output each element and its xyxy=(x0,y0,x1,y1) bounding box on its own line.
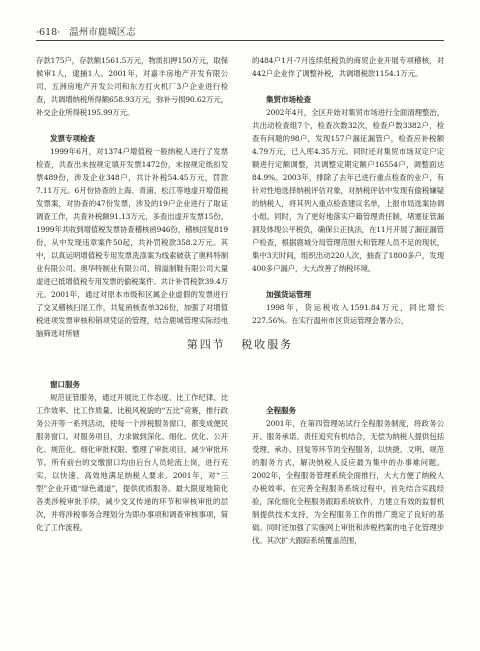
paragraph: 存款175户，存款额1561.5万元，物质扣押150万元，取保候审1人，逮捕1人。2001年，对嘉丰房地产开发有限公司、五洲房地产开发公司和东方打火机厂3户企业进行检查，共调增纳税所得额658.93万元，弥补亏损90.62万元，补交企业所得税195.99万元。 xyxy=(36,56,228,117)
upper-left-column xyxy=(36,54,228,340)
page-header xyxy=(36,24,444,38)
paragraph: 1998年，货运税收入1591.84万元，同比增长227.56%。在实行温州市区货运管理会署办公， xyxy=(252,303,444,325)
book-title: 温州市鹿城区志 xyxy=(69,27,136,38)
paragraph: 2001年，在第四管理站试行全程服务制度，将政务公开、服务承诺、责任追究有机结合，无偿为纳税人提供包括受理、承办、回复等环节的全程服务，以快捷、文明、规范的服务方式，解决纳税人反应最为集中的办事难问题。2002年，全程服务管理系统全面推行，大大方便了纳税人办税效率。在完善全程服务系统过程中，首先结合实践经验，深化细化全程服务跟踪系统软件，力建立有效的监督机制提供技术支持，为全程服务工作的推广奠定了良好的基础。同时还加强了实施网上审批和涉税档案的电子化管理步伐。其次扩大跟踪系统覆盖范围， xyxy=(252,419,444,545)
section-number: 第四节 xyxy=(186,338,226,351)
upper-right-column xyxy=(252,54,444,327)
section-title xyxy=(0,336,480,352)
lower-right-column xyxy=(252,404,444,547)
paragraph: 2002年4月，全区开始对集贸市场进行全面清理整治，共出动检查组7个，检查次数32次，检查户数3382户，检查有问题的98户，发现157户漏征漏管户，检查应补税额4.79万元，已入库4.35万元。同时还对集贸市场双定户定额进行定额调整，共调整定期定额户16554户，调整面达84.9%。2003年，排除了去年已进行重点检查的业户，有针对性地选择纳税评估对象，对纳税评估中发现有偷税嫌疑的纳税人，将其列入重点检查建议名单，上报市局选案协调小组。同时，为了更好地落实户籍管理责任制，堵塞征管漏洞及体现公平税负，确保公正执法，在11月开展了漏征漏管户检查，根据鹿城分局管理范围大和管理人员不足的现状，集中3天时间，组织出动220人次，抽查了1800多户，发现400多户漏户，大大改善了纳税环境。 xyxy=(252,108,444,273)
header-rule xyxy=(36,40,444,41)
section-name: 税收服务 xyxy=(241,338,294,351)
subheading-window-service: 窗口服务 xyxy=(50,380,80,389)
paragraph: 的484户1月-7月连续低税负的商贸企业开展专项稽核，对442户企业作了调整补税，共调增税款1154.1万元。 xyxy=(252,56,444,78)
lower-left-column xyxy=(36,378,228,534)
subheading-freight-management: 加强货运管理 xyxy=(266,290,311,299)
page-number: ·618· xyxy=(36,27,61,38)
subheading-invoice-check: 发票专项检查 xyxy=(50,134,95,143)
paragraph: 1999年6月，对1374户增值税一般纳税人进行了发票检查，共查出未按规定填开发票1472份，未按规定纸扣发票489份，涉及企业348户，共计补税54.45万元，罚款7.11万元。6月份协查的上海、青浦、松江等地虚开增值税发票案，对协查的47份发票，涉及的19户企业进行了取证调查工作，共查补税额91.13万元，多查出虚开发票15份。1999年共收到增值税发票协查稽核函946份，稽核回复819份，从中发现违章案件50起，共补罚税款358.2万元。其中，以真运明增值税专用发票洗涤案为线索破获了奥料特制业有限公司、奥华特制业有限公司、锦溢制鞋有限公司大量虚进已抵增值税专用发票的偷税案件。共计补罚税款39.4万元。2001年，通过对原本市级和区属企业虚假的发票进行了交叉稽核扫尾工作，共复函核查单326份，加强了对增值税进项发票审核和销项凭证的管理，结合鹿城管理实际经电脑筛选对所辖 xyxy=(36,147,228,338)
subheading-market-check: 集贸市场检查 xyxy=(266,95,311,104)
paragraph: 规范征管服务，通过开展比工作态度、比工作纪律、比工作效率、比工作质量、比税风税貌的“五比”竞赛，推行政务公开等一系列活动，使每一个涉税服务窗口，都变成便民服务窗口。对服务项目，力求做到深化、细化、优化、公开化、规范化。细化审批权限、整理了审批项目，减少审批环节。所有前台的交缴窗口均由后台人员轮流上岗，进行充实，以快速、高效地满足纳税人要求。2001年，对“三型”企业开通“绿色通道”，提供优质服务。最大限度地简化各类涉税审批手续，减少交叉传递的环节和审核审批的层次，并将涉税事务合理划分为即办事项和调查审核事项，简化了工作流程。 xyxy=(36,393,228,532)
subheading-full-service: 全程服务 xyxy=(266,406,296,415)
